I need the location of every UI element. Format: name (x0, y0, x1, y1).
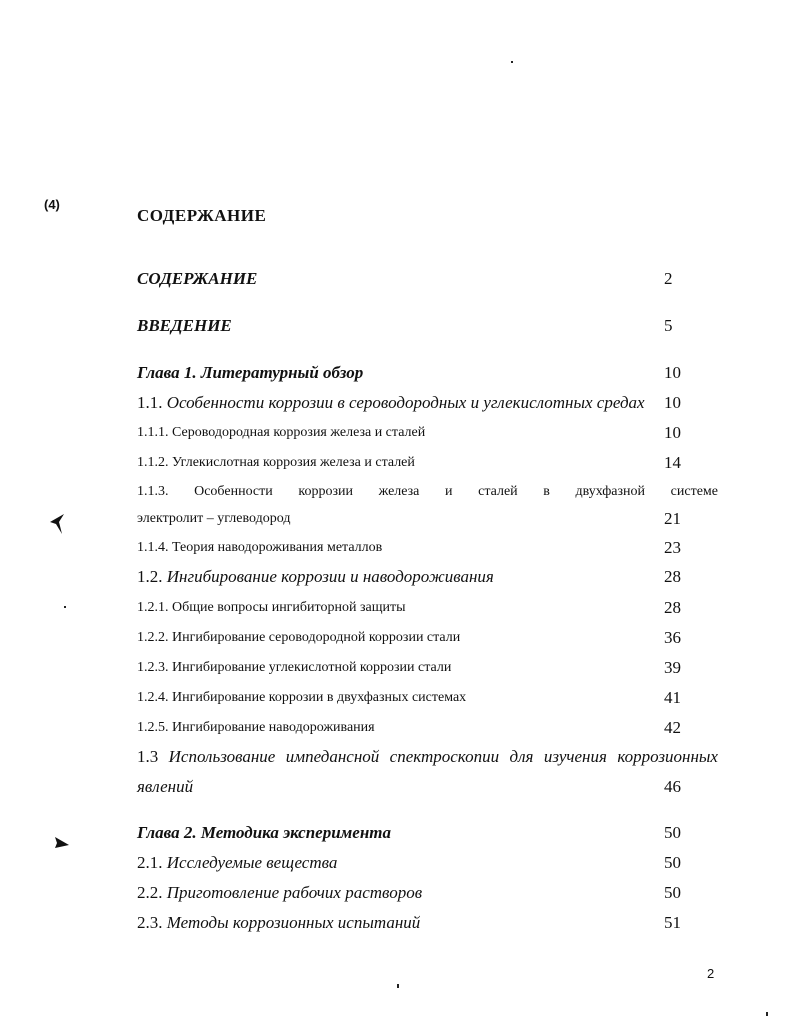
toc-word: импедансной (285, 747, 380, 766)
toc-entry-title: СОДЕРЖАНИЕ (137, 269, 258, 288)
scan-speck (511, 61, 513, 63)
toc-entry-title: Исследуемые вещества (166, 853, 338, 872)
toc-entry-title: Особенности коррозии в сероводородных и углекислотных средах (166, 393, 645, 412)
toc-entry-page: 50 (664, 853, 681, 872)
toc-word: системе (670, 484, 718, 499)
toc-entry-page: 10 (664, 363, 681, 382)
toc-word: в (543, 484, 550, 499)
toc-entry-title: Глава 1. Литературный обзор (137, 363, 364, 382)
toc-entry-page: 41 (664, 688, 681, 707)
toc-entry-title: 1.2.4. Ингибирование коррозии в двухфазных системах (137, 690, 467, 705)
toc-word: коррозии (298, 484, 353, 499)
toc-entry-page: 10 (664, 423, 681, 442)
toc-word: для (509, 747, 534, 766)
toc-word: двухфазной (575, 484, 646, 499)
toc-entry-number: 2.3. (137, 913, 163, 932)
toc-entry-page: 42 (664, 718, 681, 737)
toc-word: Особенности (194, 484, 273, 499)
toc-entry-title: 1.1.1. Сероводородная коррозия железа и сталей (137, 425, 426, 440)
toc-entry-title: Методы коррозионных испытаний (166, 913, 421, 932)
toc-word: железа (378, 484, 420, 499)
toc-entry-number: 1.1. (137, 393, 163, 412)
toc-entry-title: 1.1.2. Углекислотная коррозия железа и сталей (137, 455, 415, 470)
toc-entry-title: Ингибирование коррозии и наводороживания (166, 567, 494, 586)
toc-entry-title-line (137, 747, 718, 767)
toc-entry-page: 39 (664, 658, 681, 677)
toc-entry-title: Приготовление рабочих растворов (166, 883, 423, 902)
scan-speck (397, 984, 399, 988)
toc-entry-page: 28 (664, 598, 681, 617)
toc-entry-title: Глава 2. Методика эксперимента (137, 823, 391, 842)
toc-entry[interactable] (137, 747, 718, 796)
toc-word: Использование (168, 747, 276, 766)
toc-word: коррозионных (617, 747, 718, 766)
toc-entry-number: 1.3 (137, 747, 159, 766)
toc-entry-title: 1.1.4. Теория наводороживания металлов (137, 540, 383, 555)
toc-entry-title: ВВЕДЕНИЕ (137, 316, 232, 335)
toc-word: 1.1.3. (137, 484, 169, 499)
toc-entry-page: 23 (664, 538, 681, 557)
toc-entry-page: 21 (664, 509, 681, 528)
toc-entry-number: 2.2. (137, 883, 163, 902)
toc-entry-title: 1.2.3. Ингибирование углекислотной коррозии стали (137, 660, 452, 675)
toc-entry[interactable] (137, 484, 718, 528)
toc-entry-page: 5 (664, 316, 673, 335)
toc-entry-title-line (137, 484, 718, 500)
toc-entry-title: явлений (137, 777, 194, 796)
toc-entry-title: электролит – углеводород (137, 511, 291, 526)
toc-entry-page: 51 (664, 913, 681, 932)
toc-entry-page: 36 (664, 628, 681, 647)
margin-arrow-icon (48, 512, 68, 536)
toc-entry-number: 1.2. (137, 567, 163, 586)
scan-speck (64, 606, 66, 608)
margin-mark: (4) (44, 197, 60, 212)
toc-word: изучения (543, 747, 607, 766)
margin-arrow-icon (52, 835, 72, 855)
toc-entry-page: 50 (664, 883, 681, 902)
toc-word: сталей (478, 484, 518, 499)
toc-entry-title: 1.2.5. Ингибирование наводороживания (137, 720, 375, 735)
toc-entry-number: 2.1. (137, 853, 163, 872)
toc-word: спектроскопии (389, 747, 500, 766)
toc-entry-title: 1.2.2. Ингибирование сероводородной коррозии стали (137, 630, 461, 645)
page-title: СОДЕРЖАНИЕ (137, 206, 267, 225)
toc-entry-page: 2 (664, 269, 673, 288)
page-number: 2 (707, 966, 715, 981)
scan-speck (766, 1012, 768, 1016)
toc-entry-page: 50 (664, 823, 681, 842)
toc-entry-title: 1.2.1. Общие вопросы ингибиторной защиты (137, 600, 406, 615)
toc-word: и (445, 484, 453, 499)
toc-entry-page: 10 (664, 393, 681, 412)
toc-entry-page: 14 (664, 453, 681, 472)
toc-entry-page: 46 (664, 777, 681, 796)
toc-entry-page: 28 (664, 567, 681, 586)
